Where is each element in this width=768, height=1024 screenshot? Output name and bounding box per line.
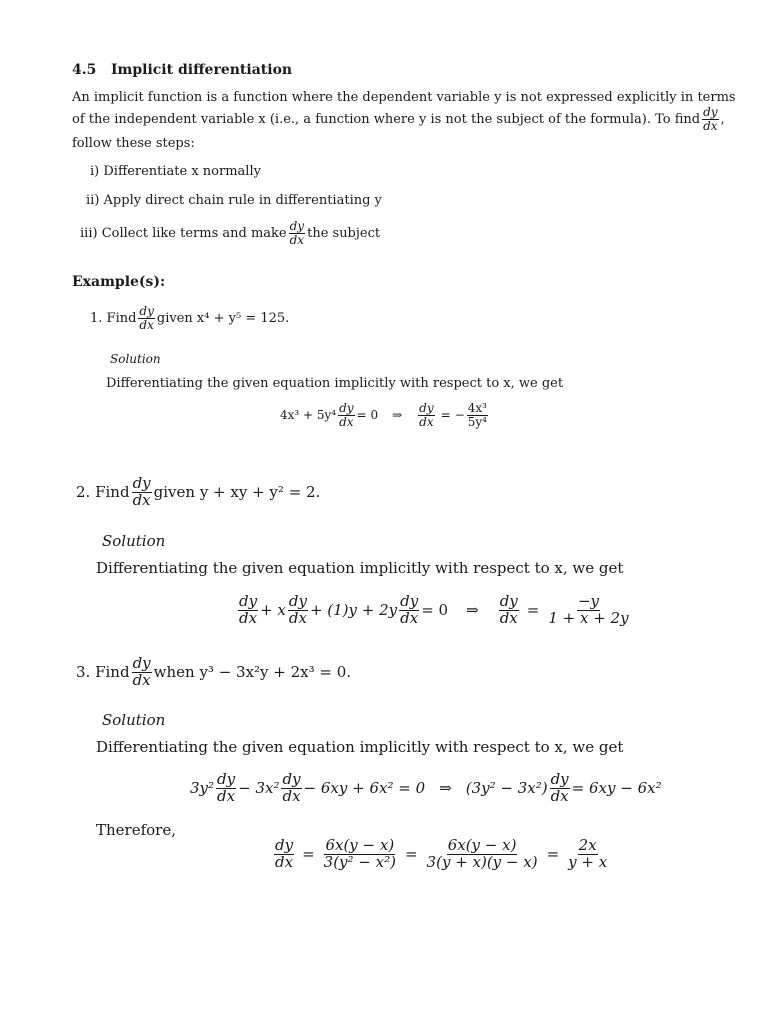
- example-2-equation: $\frac{dy}{dx}$ + x $\frac{dy}{dx}$ + (1)y + 2y $\frac{dy}{dx}$ = 0 ⇒ $\frac{dy}{dx}$ = $\frac{-y}{1 + x + 2y}$: [239, 592, 629, 627]
- example-1-equation: 4x³ + 5y⁴ $\frac{dy}{dx}$ = 0 ⇒ $\frac{dy}{dx}$ = − $\frac{\text{4x³}}{\text{5y⁴}}$: [280, 401, 487, 429]
- step-1: i) Differentiate x normally: [90, 164, 261, 179]
- intro-line-3: follow these steps:: [72, 136, 195, 151]
- step-2: ii) Apply direct chain rule in differentiating y: [86, 193, 382, 208]
- section-heading: [72, 62, 292, 78]
- examples-heading: Example(s):: [72, 274, 166, 290]
- intro-line-1: An implicit function is a function where the dependent variable y is not expressed explicitly in terms: [72, 90, 736, 105]
- example-3-question: 3. Find $\frac{dy}{dx}$ when y³ − 3x²y + 2x³ = 0.: [76, 654, 352, 689]
- intro-line-2-text: of the independent variable x (i.e., a function where y is not the subject of the formula). To find: [72, 111, 701, 127]
- example-3-solution-label: Solution: [102, 711, 166, 729]
- example-2-solution-text: Differentiating the given equation implicitly with respect to x, we get: [96, 559, 624, 577]
- example-1-derivative: $\frac{dy}{dx}$: [139, 304, 154, 332]
- example-3-solution-text: Differentiating the given equation implicitly with respect to x, we get: [96, 738, 624, 756]
- step-3-derivative: $\frac{dy}{dx}$: [289, 219, 305, 247]
- intro-derivative: $\frac{dy}{dx}$: [703, 105, 718, 133]
- example-2-question: 2. Find $\frac{dy}{dx}$ given y + xy + y² = 2.: [76, 474, 321, 509]
- example-1-question: 1. Find $\frac{dy}{dx}$ given x⁴ + y⁵ = 125.: [90, 304, 290, 332]
- example-3-equation: 3y² $\frac{dy}{dx}$ − 3x² $\frac{dy}{dx}$ − 6xy + 6x² = 0 ⇒ (3y² − 3x²) $\frac{dy}{dx}$ = 6xy − 6x²: [190, 770, 662, 805]
- example-1-solution-text: Differentiating the given equation implicitly with respect to x, we get: [106, 376, 564, 391]
- intro-line-2: of the independent variable x (i.e., a function where y is not the subject of the formula). To find $\frac{dy}{dx}$ ,: [72, 105, 725, 133]
- therefore-label: Therefore,: [96, 821, 176, 839]
- section-number: 4.5: [72, 62, 97, 78]
- example-3-result: $\frac{dy}{dx}$ = $\frac{6x(y - x)}{\text{3(y² − x²)}}$ = $\frac{6x(y - x)}{3(y + x)(y - x)}$ = $\frac{2x}{y + x}$: [275, 836, 608, 871]
- example-2-solution-label: Solution: [102, 532, 166, 550]
- example-1-solution-label: Solution: [110, 352, 161, 366]
- example-3-derivative: $\frac{dy}{dx}$: [132, 654, 151, 689]
- section-title: Implicit differentiation: [110, 62, 293, 78]
- step-3: iii) Collect like terms and make $\frac{dy}{dx}$ the subject: [80, 219, 381, 247]
- example-2-derivative: $\frac{dy}{dx}$: [132, 474, 151, 509]
